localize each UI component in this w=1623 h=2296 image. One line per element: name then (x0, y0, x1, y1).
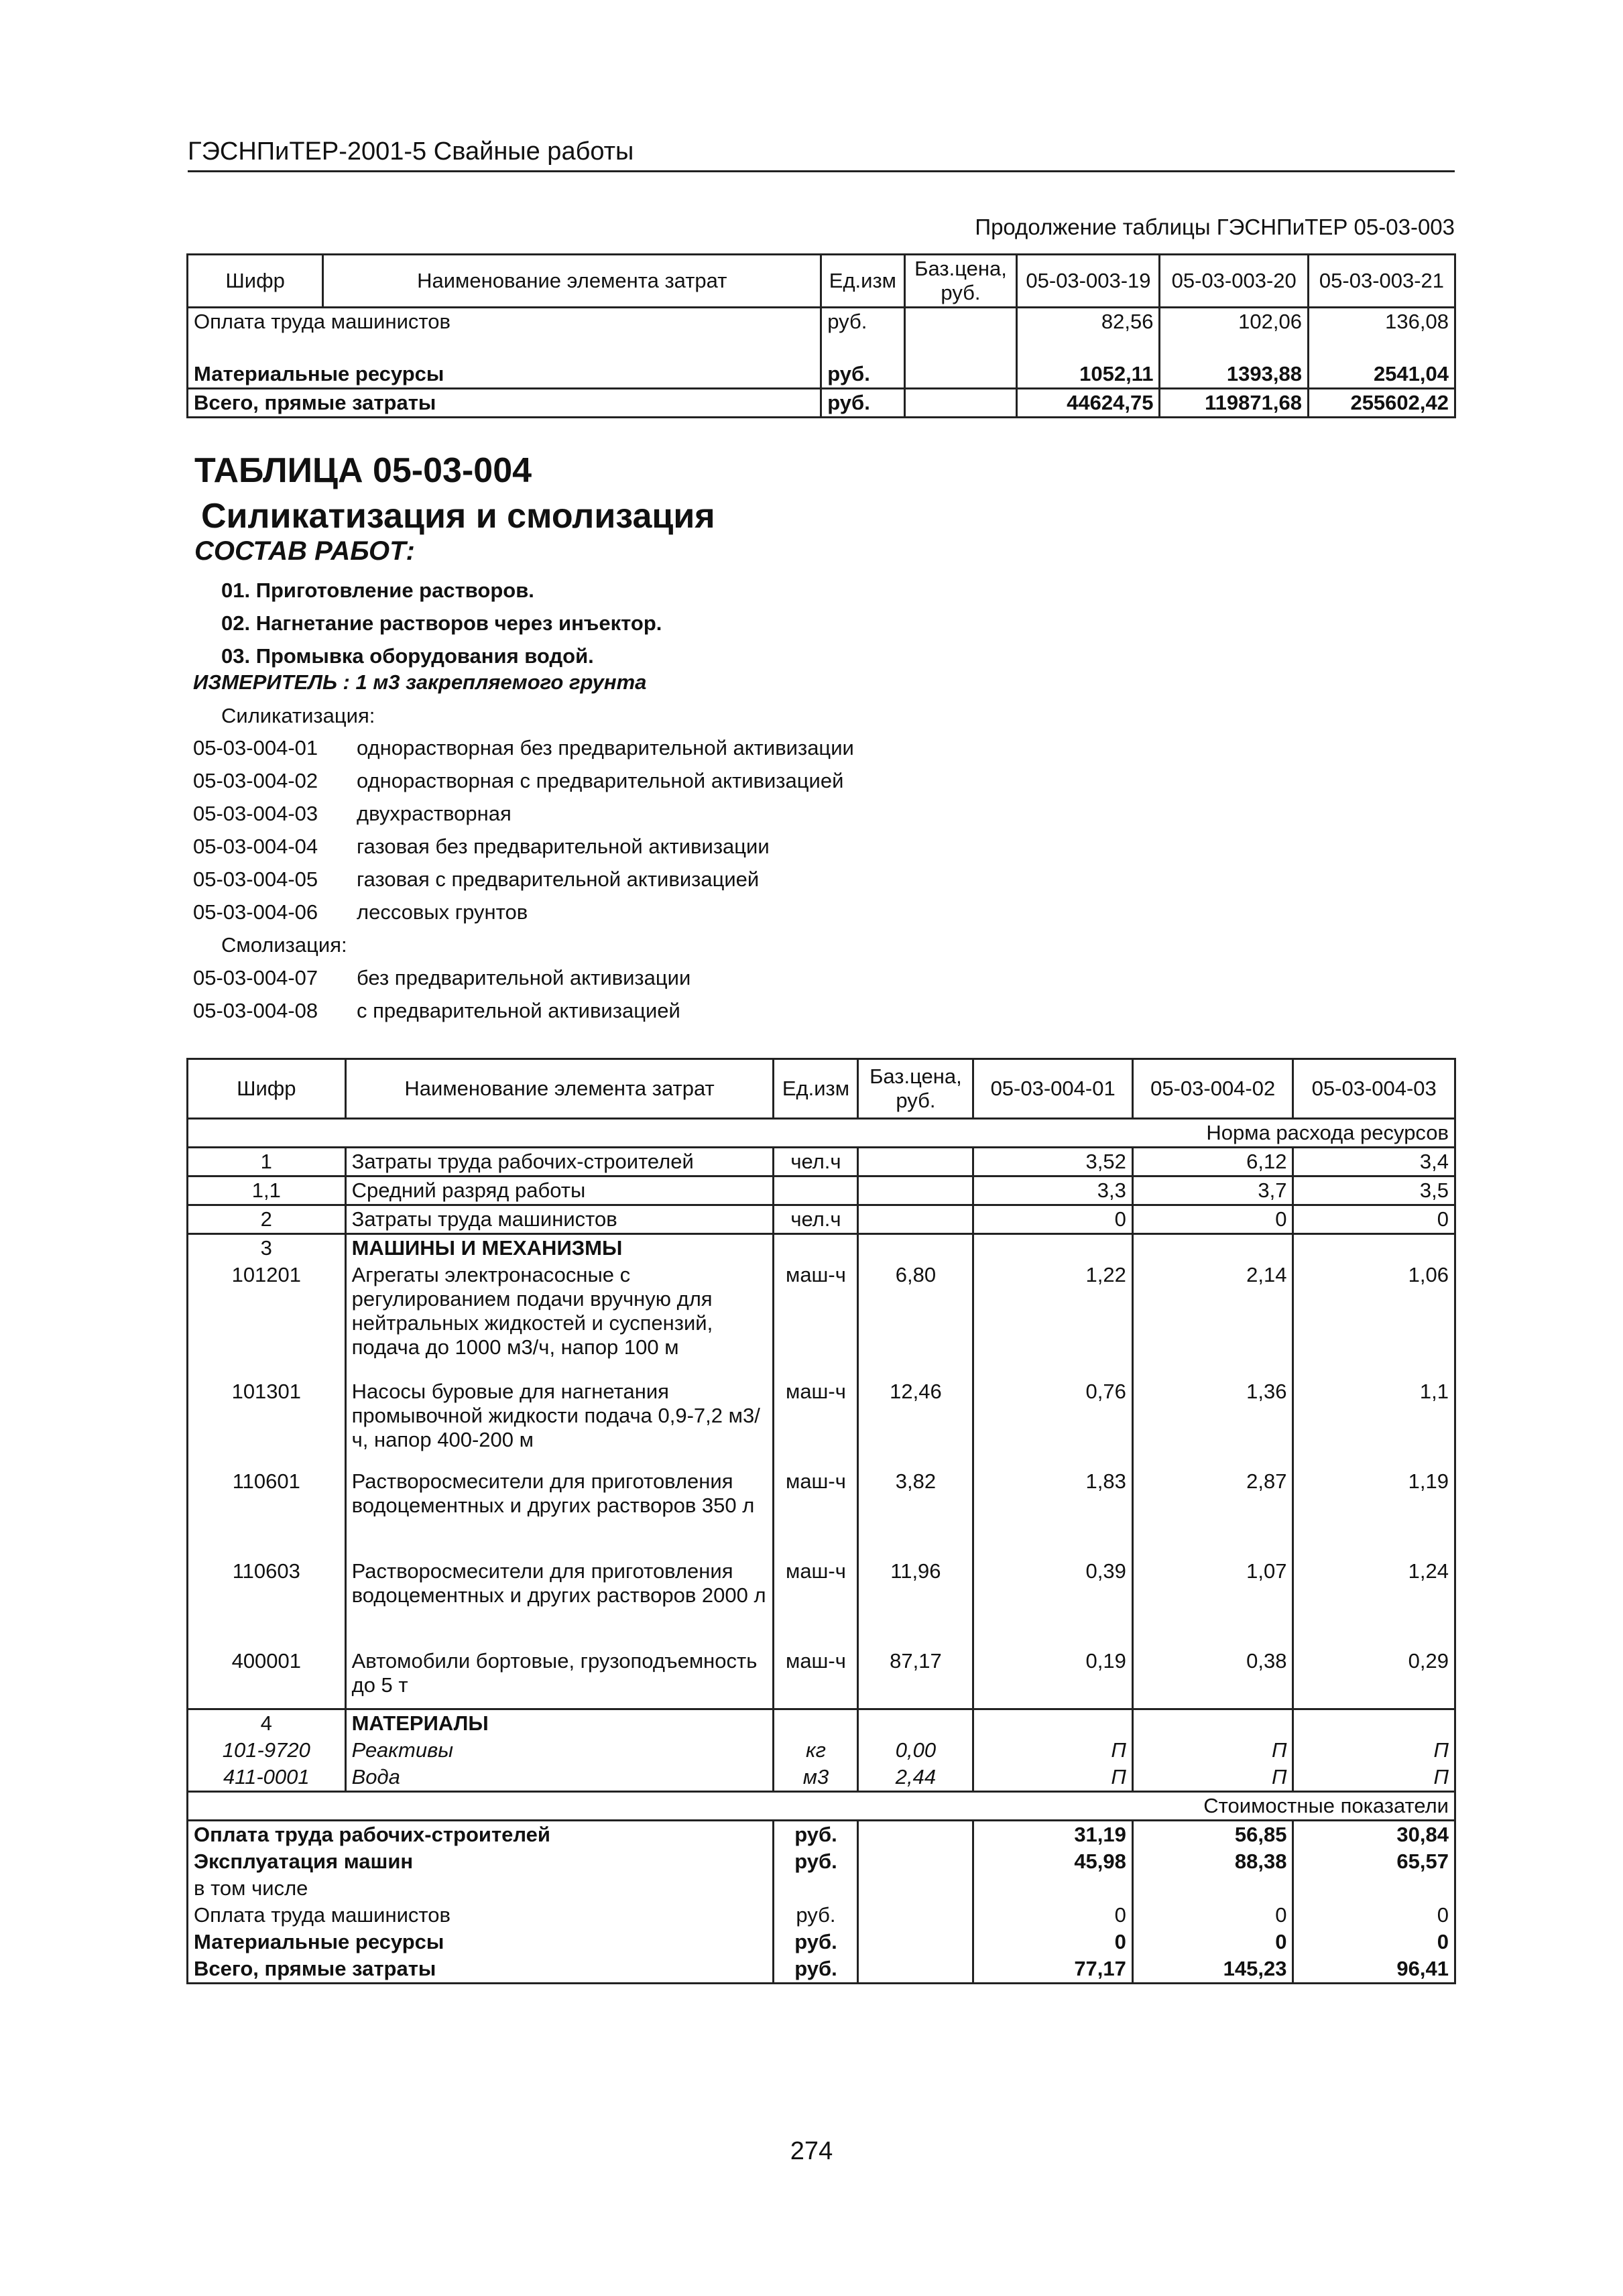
row-name: Материальные ресурсы (188, 361, 821, 389)
row-unit: м3 (774, 1764, 858, 1792)
col-header-1: 05-03-004-01 (973, 1059, 1133, 1119)
row-unit: руб. (821, 308, 904, 361)
row-value: 0,76 (973, 1378, 1133, 1468)
row-value: 88,38 (1132, 1848, 1293, 1875)
page-header: ГЭСНПиТЕР-2001-5 Свайные работы (188, 137, 1455, 172)
section-code: 4 (188, 1709, 346, 1738)
work-desc: газовая с предварительной активизацией (357, 867, 760, 891)
row-value: П (1433, 1765, 1449, 1789)
row-value: П (1132, 1764, 1293, 1792)
row-value: 2541,04 (1373, 362, 1449, 385)
row-value: 145,23 (1132, 1955, 1293, 1984)
group1-label: Силикатизация: (221, 704, 375, 727)
row-value: 1393,88 (1160, 361, 1308, 389)
row-unit (774, 1176, 858, 1205)
work-code: 05-03-004-05 (193, 867, 318, 891)
prev-table-header (188, 255, 1455, 308)
section-row (188, 1709, 1455, 1738)
col-header-2: 05-03-004-02 (1132, 1059, 1293, 1119)
row-price: 12,46 (858, 1378, 973, 1468)
col-header-price: Баз.цена, руб. (904, 255, 1017, 308)
col-header-code: Шифр (188, 255, 323, 308)
row-unit: маш-ч (774, 1378, 858, 1468)
row-unit: руб. (774, 1955, 858, 1984)
row-value: 3,3 (973, 1176, 1133, 1205)
row-price: 2,44 (858, 1764, 973, 1792)
section-label: МАТЕРИАЛЫ (345, 1709, 774, 1738)
row-price: 6,80 (858, 1262, 973, 1378)
table-row (188, 308, 1455, 361)
row-value (973, 1875, 1133, 1902)
row-value: 0 (973, 1929, 1133, 1955)
table-row (188, 1821, 1455, 1849)
row-value: 0 (1132, 1929, 1293, 1955)
row-name: Затраты труда рабочих-строителей (345, 1148, 774, 1176)
row-value: 3,5 (1419, 1179, 1449, 1202)
table-row (188, 1929, 1455, 1955)
row-value: 0 (973, 1205, 1133, 1234)
work-desc: однорастворная без предварительной активизации (357, 736, 854, 760)
row-value: П (973, 1764, 1133, 1792)
col-header-1: 05-03-003-19 (1017, 255, 1160, 308)
row-value: 0 (1132, 1902, 1293, 1929)
row-value: 96,41 (1396, 1957, 1449, 1980)
row-unit: маш-ч (774, 1558, 858, 1648)
table-row (188, 1176, 1455, 1205)
row-name: Оплата труда машинистов (188, 308, 821, 361)
row-price: 87,17 (858, 1648, 973, 1709)
row-value: 3,7 (1132, 1176, 1293, 1205)
row-unit: руб. (774, 1929, 858, 1955)
work-heading: СОСТАВ РАБОТ: (194, 536, 415, 566)
row-value: 45,98 (973, 1848, 1133, 1875)
table-row (188, 1262, 1455, 1378)
work-code: 05-03-004-03 (193, 802, 318, 825)
row-value: 2,14 (1132, 1262, 1293, 1378)
row-name: Реактивы (345, 1737, 774, 1764)
row-price (858, 1176, 973, 1205)
row-name: Средний разряд работы (345, 1176, 774, 1205)
row-name: Эксплуатация машин (188, 1848, 774, 1875)
row-value: 3,52 (973, 1148, 1133, 1176)
continuation-note: Продолжение таблицы ГЭСНПиТЕР 05-03-003 (975, 215, 1455, 239)
row-unit: руб. (774, 1848, 858, 1875)
row-price: 0,00 (858, 1737, 973, 1764)
row-code: 1 (188, 1148, 346, 1176)
row-value: 56,85 (1132, 1821, 1293, 1849)
row-unit: руб. (774, 1821, 858, 1849)
table-row (188, 1848, 1455, 1875)
row-value: 102,06 (1160, 308, 1308, 361)
work-step: 03. Промывка оборудования водой. (221, 644, 594, 668)
work-desc: лессовых грунтов (357, 900, 528, 924)
row-value: 31,19 (973, 1821, 1133, 1849)
work-desc: двухрастворная (357, 802, 512, 825)
row-name: Вода (345, 1764, 774, 1792)
row-value: 2,87 (1132, 1468, 1293, 1558)
row-value: 1,19 (1408, 1469, 1449, 1493)
row-price (858, 1205, 973, 1234)
row-name: Насосы буровые для нагнетания промывочной жидкости подача 0,9-7,2 м3/ч, напор 400-200 м (345, 1378, 774, 1468)
row-value: 3,4 (1419, 1150, 1449, 1173)
col-header-2: 05-03-003-20 (1160, 255, 1308, 308)
row-value: 1,07 (1132, 1558, 1293, 1648)
main-table (186, 1058, 1456, 1984)
row-code: 110601 (188, 1468, 346, 1558)
row-code: 1,1 (188, 1176, 346, 1205)
row-name: в том числе (188, 1875, 774, 1902)
row-unit: руб. (821, 361, 904, 389)
section-row (188, 1234, 1455, 1262)
row-name: Автомобили бортовые, грузоподъемность до 5 т (345, 1648, 774, 1709)
row-value: 1,06 (1408, 1263, 1449, 1286)
row-value: 1,83 (973, 1468, 1133, 1558)
row-value: 0 (1132, 1205, 1293, 1234)
table-subtitle: Силикатизация и смолизация (201, 497, 715, 536)
row-unit: руб. (774, 1902, 858, 1929)
row-price: 3,82 (858, 1468, 973, 1558)
work-desc: без предварительной активизации (357, 966, 691, 989)
meter: ИЗМЕРИТЕЛЬ : 1 м3 закрепляемого грунта (193, 670, 647, 694)
row-value: 6,12 (1132, 1148, 1293, 1176)
col-header-unit: Ед.изм (774, 1059, 858, 1119)
work-code: 05-03-004-07 (193, 966, 318, 989)
row-price: 11,96 (858, 1558, 973, 1648)
row-value: 0,39 (973, 1558, 1133, 1648)
row-name: Затраты труда машинистов (345, 1205, 774, 1234)
row-name: Агрегаты электронасосные с регулированием подачи вручную для нейтральных жидкостей и суспензий, подача до 1000 м3/ч, напор 100 м (345, 1262, 774, 1378)
row-name: Оплата труда машинистов (188, 1902, 774, 1929)
row-value: П (973, 1737, 1133, 1764)
row-value: 0,38 (1132, 1648, 1293, 1709)
col-header-price: Баз.цена, руб. (858, 1059, 973, 1119)
row-value: 0 (1437, 1903, 1449, 1927)
row-unit: маш-ч (774, 1468, 858, 1558)
work-code: 05-03-004-02 (193, 769, 318, 792)
work-steps (221, 574, 662, 672)
row-value: 1,24 (1408, 1559, 1449, 1583)
row-value: 0 (1437, 1930, 1449, 1953)
row-unit: руб. (821, 389, 904, 418)
row-value: 65,57 (1396, 1850, 1449, 1873)
table-row (188, 1558, 1455, 1648)
norm-label-row (188, 1119, 1455, 1148)
row-code: 411-0001 (188, 1764, 346, 1792)
table-row (188, 1468, 1455, 1558)
col-header-unit: Ед.изм (821, 255, 904, 308)
table-row (188, 1764, 1455, 1792)
row-value: 0,29 (1408, 1649, 1449, 1673)
row-value: 1,1 (1419, 1380, 1449, 1403)
table-row (188, 1648, 1455, 1709)
row-unit: кг (774, 1737, 858, 1764)
group2-label: Смолизация: (221, 933, 347, 957)
row-code: 101-9720 (188, 1737, 346, 1764)
table-row (188, 1378, 1455, 1468)
row-value: 0,19 (973, 1648, 1133, 1709)
row-code: 101201 (188, 1262, 346, 1378)
row-unit: маш-ч (774, 1648, 858, 1709)
row-value: 30,84 (1396, 1823, 1449, 1846)
table-row (188, 1737, 1455, 1764)
norm-label: Норма расхода ресурсов (1206, 1121, 1449, 1144)
col-header-3: 05-03-004-03 (1311, 1077, 1437, 1100)
table-row (188, 389, 1455, 418)
work-step: 01. Приготовление растворов. (221, 579, 534, 602)
work-desc: с предварительной активизацией (357, 999, 680, 1022)
table-row (188, 1205, 1455, 1234)
col-header-name: Наименование элемента затрат (345, 1059, 774, 1119)
work-code: 05-03-004-08 (193, 999, 318, 1022)
row-value: 119871,68 (1160, 389, 1308, 418)
work-code: 05-03-004-04 (193, 835, 318, 858)
row-value: 0 (1437, 1207, 1449, 1231)
row-code: 400001 (188, 1648, 346, 1709)
row-unit: маш-ч (774, 1262, 858, 1378)
row-value: 44624,75 (1017, 389, 1160, 418)
table-title: ТАБЛИЦА 05-03-004 (194, 451, 532, 490)
table-row (188, 1148, 1455, 1176)
col-header-code: Шифр (188, 1059, 346, 1119)
row-name: Оплата труда рабочих-строителей (188, 1821, 774, 1849)
row-price (858, 1148, 973, 1176)
main-table-header (188, 1059, 1455, 1119)
work-step: 02. Нагнетание растворов через инъектор. (221, 611, 662, 635)
table-row (188, 1955, 1455, 1984)
row-unit: чел.ч (774, 1205, 858, 1234)
cost-label-row (188, 1792, 1455, 1821)
row-value: 1052,11 (1017, 361, 1160, 389)
row-unit (774, 1875, 858, 1902)
row-name: Материальные ресурсы (188, 1929, 774, 1955)
row-value: 77,17 (973, 1955, 1133, 1984)
row-value: 255602,42 (1350, 391, 1449, 414)
section-code: 3 (188, 1234, 346, 1262)
row-code: 110603 (188, 1558, 346, 1648)
col-header-3: 05-03-003-21 (1319, 269, 1445, 292)
row-name: Растворосмесители для приготовления водоцементных и других растворов 2000 л (345, 1558, 774, 1648)
row-unit: чел.ч (774, 1148, 858, 1176)
row-name: Всего, прямые затраты (188, 1955, 774, 1984)
table-row (188, 1902, 1455, 1929)
row-value: 1,22 (973, 1262, 1133, 1378)
work-desc: однорастворная с предварительной активизацией (357, 769, 844, 792)
work-code: 05-03-004-01 (193, 736, 318, 760)
row-value: 0 (973, 1902, 1133, 1929)
row-code: 101301 (188, 1378, 346, 1468)
row-value: 136,08 (1385, 310, 1449, 333)
row-code: 2 (188, 1205, 346, 1234)
prev-table (186, 253, 1456, 418)
row-value: П (1132, 1737, 1293, 1764)
work-code: 05-03-004-06 (193, 900, 318, 924)
work-desc: газовая без предварительной активизации (357, 835, 770, 858)
row-name: Растворосмесители для приготовления водоцементных и других растворов 350 л (345, 1468, 774, 1558)
row-name: Всего, прямые затраты (188, 389, 821, 418)
row-value: 82,56 (1017, 308, 1160, 361)
page-number: 274 (790, 2137, 833, 2165)
cost-label: Стоимостные показатели (1203, 1794, 1449, 1817)
row-value (1132, 1875, 1293, 1902)
row-value: П (1433, 1738, 1449, 1762)
table-row (188, 1875, 1455, 1902)
row-value: 1,36 (1132, 1378, 1293, 1468)
col-header-name: Наименование элемента затрат (323, 255, 821, 308)
row-value (1293, 1875, 1455, 1902)
table-row (188, 361, 1455, 389)
section-label: МАШИНЫ И МЕХАНИЗМЫ (345, 1234, 774, 1262)
